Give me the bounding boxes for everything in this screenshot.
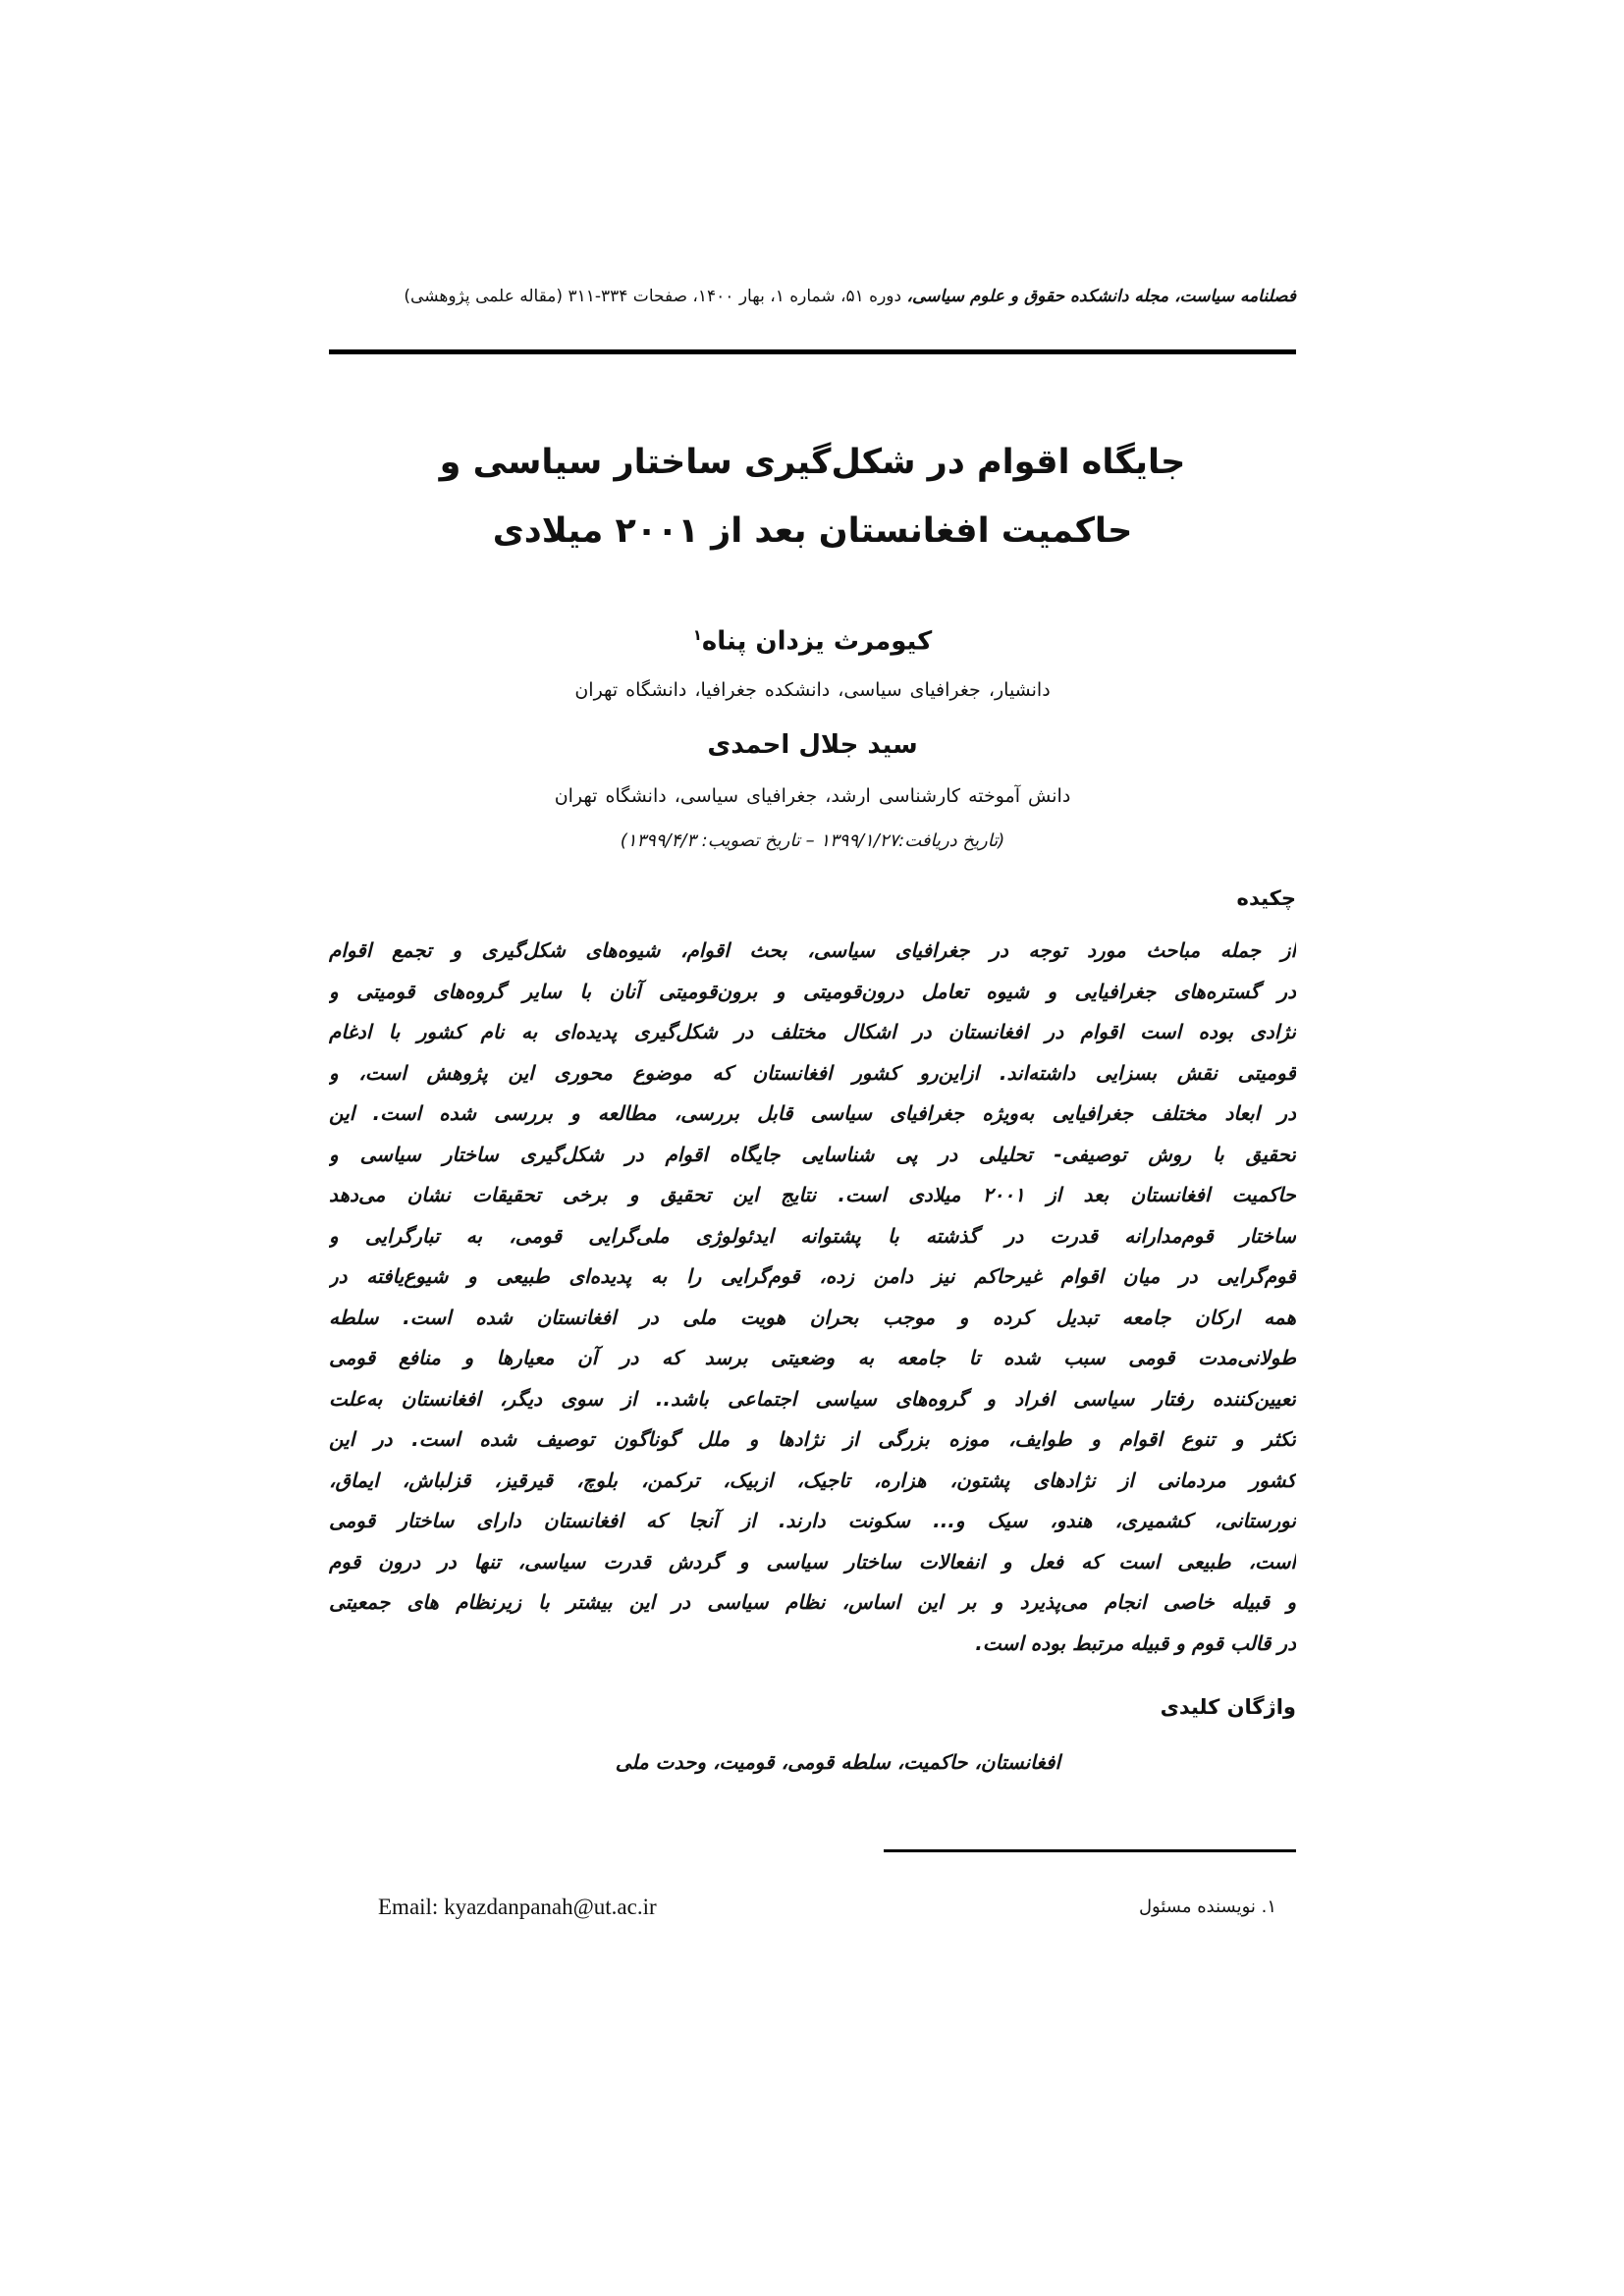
abstract-line: نژادی بوده است اقوام در افغانستان در اشکال مختلف در شکل‌گیری پدیده‌ای به نام کشور با ادغام: [329, 1020, 1296, 1043]
abstract-line: همه ارکان جامعه تبدیل کرده و موجب بحران هویت ملی در افغانستان شده است. سلطه: [329, 1305, 1296, 1329]
abstract-line: تحقیق با روش توصیفی- تحلیلی در پی شناسایی جایگاه اقوام در شکل‌گیری ساختار سیاسی و: [329, 1142, 1296, 1166]
abstract-line: از جمله مباحث مورد توجه در جغرافیای سیاسی، بحث اقوام، شیوه‌های شکل‌گیری و تجمع اقوام: [329, 938, 1296, 962]
abstract-line: کشور مردمانی از نژادهای پشتون، هزاره، تاجیک، ازبیک، ترکمن، بلوچ، قیرقیز، قزلباش، ایماق،: [329, 1468, 1296, 1492]
abstract-line: حاکمیت افغانستان بعد از ۲۰۰۱ میلادی است. نتایج این تحقیق و برخی تحقیقات نشان می‌دهد: [329, 1183, 1296, 1206]
header-rule: [329, 349, 1296, 354]
journal-name: فصلنامه سیاست، مجله دانشکده حقوق و علوم سیاسی،: [906, 287, 1296, 306]
abstract-line: تکثر و تنوع اقوام و طوایف، موزه بزرگی از نژادها و ملل گوناگون توصیف شده است. در این: [329, 1427, 1296, 1451]
journal-header: [329, 285, 1296, 308]
keywords-text: افغانستان، حاکمیت، سلطه قومی، قومیت، وحدت ملی: [615, 1750, 1060, 1774]
corresponding-author-note: ۱. نویسنده مسئول: [1138, 1896, 1276, 1917]
keywords-heading: واژگان کلیدی: [1160, 1695, 1296, 1719]
abstract-line: تعیین‌کننده رفتار سیاسی افراد و گروه‌های سیاسی اجتماعی باشد.. از سوی دیگر، افغانستان به‌علت: [329, 1386, 1296, 1411]
abstract-heading: چکیده: [1236, 886, 1296, 910]
author-2-affiliation: دانش آموخته کارشناسی ارشد، جغرافیای سیاسی، دانشگاه تهران: [554, 785, 1071, 807]
footnote-separator: [884, 1849, 1296, 1852]
author-name-2: [329, 728, 1296, 762]
author-1-affiliation: دانشیار، جغرافیای سیاسی، دانشکده جغرافیا، دانشگاه تهران: [574, 679, 1051, 701]
article-title-line-2: حاکمیت افغانستان بعد از ۲۰۰۱ میلادی: [492, 511, 1133, 551]
journal-issue-info: دوره ۵۱، شماره ۱، بهار ۱۴۰۰، صفحات ۳۳۴-۳۱۱ (مقاله علمی پژوهشی): [404, 287, 907, 306]
abstract-text: [329, 931, 1296, 1664]
abstract-line: در ابعاد مختلف جغرافیایی به‌ویژه جغرافیای سیاسی قابل بررسی، مطالعه و بررسی شده است. این: [329, 1101, 1296, 1125]
author-2-text: سید جلال احمدی: [707, 730, 918, 760]
article-title-line-1: جایگاه اقوام در شکل‌گیری ساختار سیاسی و: [439, 443, 1186, 482]
author-1-footnote-mark: ۱: [692, 626, 702, 644]
abstract-line: قومیتی نقش بسزایی داشته‌اند. ازاین‌رو کشور افغانستان که موضوع محوری این پژوهش است، و: [329, 1060, 1296, 1085]
author-1-text: کیومرث یزدان پناه: [701, 626, 933, 657]
article-title: [329, 428, 1296, 565]
page-footer: [329, 1891, 1296, 1924]
abstract-line: طولانی‌مدت قومی سبب شده تا جامعه به وضعیتی برسد که در آن معیارها و منافع قومی: [329, 1346, 1296, 1369]
abstract-line: و قبیله خاصی انجام می‌پذیرد و بر این اساس، نظام سیاسی در این بیشتر با زیرنظام های جمعیتی: [329, 1590, 1296, 1614]
abstract-line: ساختار قوم‌مدارانه قدرت در گذشته با پشتوانه ایدئولوژی ملی‌گرایی قومی، به تبارگرایی و: [329, 1223, 1296, 1248]
abstract-line: در قالب قوم و قبیله مرتبط بوده است.: [975, 1630, 1296, 1655]
author-name-1: [329, 618, 1296, 659]
abstract-line: است، طبیعی است که فعل و انفعالات ساختار سیاسی و گردش قدرت سیاسی، تنها در درون قوم: [329, 1549, 1296, 1574]
abstract-line: در گستره‌های جغرافیایی و شیوه تعامل درون‌قومیتی و برون‌قومیتی آنان با سایر گروه‌های قومیتی و: [329, 979, 1296, 1003]
abstract-line: قوم‌گرایی در میان اقوام غیرحاکم نیز دامن زده، قوم‌گرایی را به پدیده‌ای طبیعی و شیوع‌یافته در: [329, 1264, 1296, 1288]
abstract-line: نورستانی، کشمیری، هندو، سیک و... سکونت دارند. از آنجا که افغانستان دارای ساختار قومی: [329, 1509, 1296, 1532]
received-accepted-dates: (تاریخ دریافت:۱۳۹۹/۱/۲۷ – تاریخ تصویب: ۱۳۹۹/۴/۳): [620, 830, 1005, 851]
corresponding-email: Email: kyazdanpanah@ut.ac.ir: [378, 1895, 657, 1919]
